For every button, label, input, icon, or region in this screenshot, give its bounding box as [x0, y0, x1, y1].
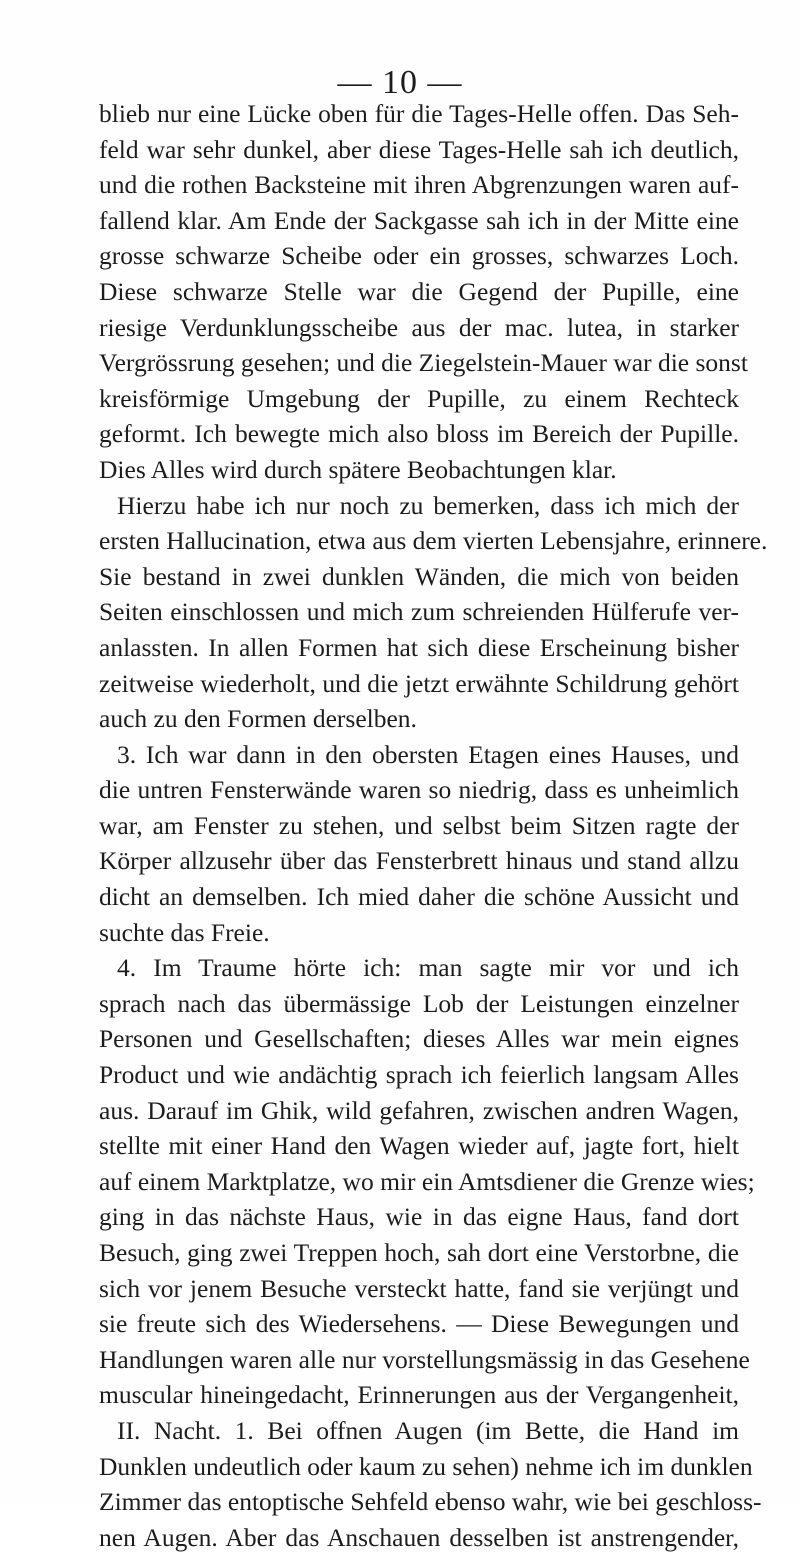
- text-line: suchte das Freie.: [99, 917, 270, 947]
- text-line: geformt. Ich bewegte mich also bloss im Bereich der Pupille.: [99, 419, 739, 449]
- text-line: war, am Fenster zu stehen, und selbst beim Sitzen ragte der: [99, 810, 739, 840]
- text-line: Sie bestand in zwei dunklen Wänden, die mich von beiden: [99, 561, 739, 591]
- text-line: 4. Im Traume hörte ich: man sagte mir vor und ich: [117, 953, 739, 983]
- text-line: Personen und Gesellschaften; dieses Alles war mein eignes: [99, 1024, 739, 1054]
- text-line: aus. Darauf im Ghik, wild gefahren, zwischen andren Wagen,: [99, 1095, 739, 1125]
- text-line: Product und wie andächtig sprach ich feierlich langsam Alles: [99, 1060, 739, 1090]
- text-line: Diese schwarze Stelle war die Gegend der Pupille, eine: [99, 276, 739, 306]
- text-line: ging in das nächste Haus, wie in das eigne Haus, fand dort: [99, 1202, 739, 1232]
- text-line: auch zu den Formen derselben.: [99, 704, 417, 734]
- text-line: nen Augen. Aber das Anschauen desselben ist anstrengender,: [99, 1522, 739, 1552]
- body-text: [99, 96, 768, 1555]
- text-line: Hierzu habe ich nur noch zu bemerken, dass ich mich der: [117, 490, 739, 520]
- text-line: anlassten. In allen Formen hat sich diese Erscheinung bisher: [99, 632, 739, 662]
- text-line: Seiten einschlossen und mich zum schreienden Hülferufe ver-: [99, 597, 739, 627]
- text-line: II. Nacht. 1. Bei offnen Augen (im Bette, die Hand im: [117, 1415, 739, 1445]
- text-line: feld war sehr dunkel, aber diese Tages-Helle sah ich deutlich,: [99, 134, 739, 164]
- text-line: dicht an demselben. Ich mied daher die schöne Aussicht und: [99, 882, 739, 912]
- page-number: — 10 —: [337, 64, 463, 101]
- text-line: sprach nach das übermässige Lob der Leistungen einzelner: [99, 988, 739, 1018]
- text-line: Vergrössrung gesehen; und die Ziegelstein-Mauer war die sonst: [99, 348, 748, 378]
- text-line: Besuch, ging zwei Treppen hoch, sah dort eine Verstorbne, die: [99, 1238, 739, 1267]
- text-line: blieb nur eine Lücke oben für die Tages-Helle offen. Das Seh-: [99, 99, 739, 128]
- text-line: kreisförmige Umgebung der Pupille, zu einem Rechteck: [99, 383, 739, 413]
- text-line: Körper allzusehr über das Fensterbrett hinaus und stand allzu: [99, 846, 739, 876]
- text-line: Handlungen waren alle nur vorstellungsmässig in das Gesehene: [99, 1344, 750, 1374]
- text-line: und die rothen Backsteine mit ihren Abgrenzungen waren auf-: [99, 170, 739, 200]
- text-line: riesige Verdunklungsscheibe aus der mac. lutea, in starker: [99, 312, 739, 342]
- text-line: Dies Alles wird durch spätere Beobachtungen klar.: [99, 454, 617, 484]
- text-line: Dunklen undeutlich oder kaum zu sehen) nehme ich im dunklen: [99, 1451, 753, 1481]
- text-line: ersten Hallucination, etwa aus dem vierten Lebensjahre, erinnere.: [99, 526, 768, 556]
- text-line: Zimmer das entoptische Sehfeld ebenso wahr, wie bei geschloss-: [99, 1487, 762, 1517]
- text-line: sie freute sich des Wiedersehens. — Diese Bewegungen und: [99, 1309, 739, 1339]
- text-line: fallend klar. Am Ende der Sackgasse sah ich in der Mitte eine: [99, 205, 739, 235]
- text-line: grosse schwarze Scheibe oder ein grosses, schwarzes Loch.: [99, 241, 739, 271]
- text-line: 3. Ich war dann in den obersten Etagen eines Hauses, und: [117, 739, 739, 769]
- text-line: muscular hineingedacht, Erinnerungen aus der Vergangenheit,: [99, 1380, 739, 1410]
- text-line: die untren Fensterwände waren so niedrig, dass es unheimlich: [99, 775, 739, 805]
- text-line: sich vor jenem Besuche versteckt hatte, fand sie verjüngt und: [99, 1273, 739, 1303]
- text-line: auf einem Marktplatze, wo mir ein Amtsdiener die Grenze wies;: [99, 1166, 755, 1196]
- text-line: zeitweise wiederholt, und die jetzt erwähnte Schildrung gehört: [99, 668, 739, 698]
- text-line: stellte mit einer Hand den Wagen wieder auf, jagte fort, hielt: [99, 1131, 739, 1161]
